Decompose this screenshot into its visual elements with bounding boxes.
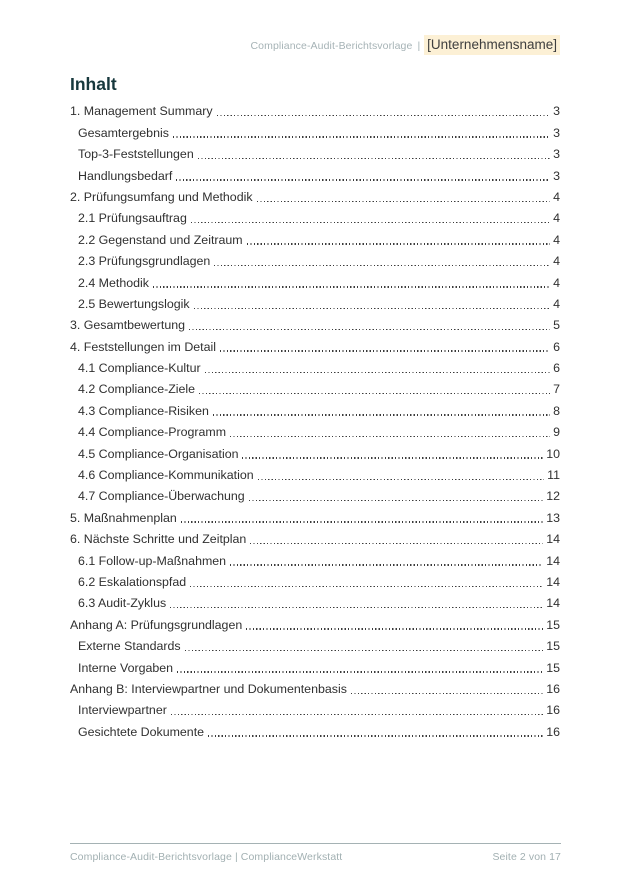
- toc-entry-title: Gesichtete Dokumente: [78, 724, 205, 739]
- toc-entry-page: 6: [553, 339, 560, 354]
- toc-leader-dots: [220, 350, 550, 351]
- toc-entry-title: Externe Standards: [78, 639, 181, 654]
- toc-list: [70, 100, 560, 742]
- toc-entry[interactable]: [70, 228, 560, 249]
- toc-entry[interactable]: [70, 357, 560, 378]
- toc-entry-title: 4.7 Compliance-Überwachung: [78, 489, 245, 504]
- footer-page-indicator: Seite 2 von 17: [492, 851, 561, 863]
- toc-entry-page: 3: [553, 125, 560, 140]
- toc-entry[interactable]: [70, 699, 560, 720]
- toc-entry-title: 6.3 Audit-Zyklus: [78, 596, 167, 611]
- toc-entry-page: 4: [553, 211, 560, 226]
- toc-entry-page: 4: [553, 232, 560, 247]
- toc-entry[interactable]: [70, 613, 560, 634]
- toc-entry-page: 3: [553, 147, 560, 162]
- toc-entry-page: 4: [553, 254, 560, 269]
- toc-entry-page: 15: [546, 639, 560, 654]
- toc-entry-page: 14: [546, 596, 560, 611]
- toc-leader-dots: [250, 543, 543, 544]
- toc-entry-title: 5. Maßnahmenplan: [70, 510, 177, 525]
- toc-entry[interactable]: [70, 464, 560, 485]
- toc-entry-page: 9: [553, 425, 560, 440]
- toc-entry-page: 14: [546, 553, 560, 568]
- toc-entry[interactable]: [70, 186, 560, 207]
- toc-entry-title: 2.1 Prüfungsauftrag: [78, 211, 187, 226]
- toc-entry-title: Handlungsbedarf: [78, 168, 173, 183]
- toc-entry[interactable]: [70, 164, 560, 185]
- toc-leader-dots: [217, 115, 551, 116]
- toc-entry-page: 14: [546, 532, 560, 547]
- toc-entry[interactable]: [70, 720, 560, 741]
- toc-entry[interactable]: [70, 678, 560, 699]
- toc-entry[interactable]: [70, 335, 560, 356]
- footer-left-text: Compliance-Audit-Berichtsvorlage | ComplianceWerkstatt: [70, 851, 343, 863]
- toc-leader-dots: [205, 372, 551, 373]
- toc-leader-dots: [242, 457, 543, 458]
- toc-entry-page: 3: [553, 168, 560, 183]
- toc-entry[interactable]: [70, 421, 560, 442]
- toc-entry-page: 16: [546, 703, 560, 718]
- header-separator: |: [417, 40, 421, 52]
- toc-leader-dots: [249, 500, 544, 501]
- toc-leader-dots: [177, 671, 543, 672]
- toc-entry-page: 5: [553, 318, 560, 333]
- toc-entry-page: 3: [553, 104, 560, 119]
- toc-leader-dots: [208, 735, 543, 736]
- toc-entry-title: 4.1 Compliance-Kultur: [78, 361, 201, 376]
- toc-entry[interactable]: [70, 378, 560, 399]
- toc-leader-dots: [351, 693, 543, 694]
- toc-entry-title: 2.5 Bewertungslogik: [78, 296, 190, 311]
- toc-entry[interactable]: [70, 100, 560, 121]
- toc-entry[interactable]: [70, 656, 560, 677]
- toc-leader-dots: [194, 308, 551, 309]
- toc-entry-page: 12: [546, 489, 560, 504]
- page-header: [251, 35, 561, 55]
- toc-entry-title: 3. Gesamtbewertung: [70, 318, 186, 333]
- toc-entry-title: Anhang A: Prüfungsgrundlagen: [70, 617, 243, 632]
- toc-entry[interactable]: [70, 250, 560, 271]
- toc-leader-dots: [213, 414, 550, 415]
- toc-entry[interactable]: [70, 314, 560, 335]
- toc-entry-page: 15: [546, 660, 560, 675]
- toc-entry-title: 4.3 Compliance-Risiken: [78, 403, 209, 418]
- toc-leader-dots: [190, 586, 543, 587]
- toc-entry-title: 4. Feststellungen im Detail: [70, 339, 217, 354]
- toc-entry-page: 7: [553, 382, 560, 397]
- toc-entry-title: 4.5 Compliance-Organisation: [78, 446, 239, 461]
- toc-entry-title: 2. Prüfungsumfang und Methodik: [70, 189, 253, 204]
- toc-heading: Inhalt: [70, 74, 117, 94]
- toc-entry-title: 6.2 Eskalationspfad: [78, 574, 187, 589]
- toc-entry-title: 1. Management Summary: [70, 104, 213, 119]
- toc-entry-page: 4: [553, 296, 560, 311]
- toc-entry[interactable]: [70, 549, 560, 570]
- toc-entry-title: 4.6 Compliance-Kommunikation: [78, 468, 254, 483]
- toc-leader-dots: [214, 265, 550, 266]
- company-name-placeholder[interactable]: [Unternehmensname]: [424, 35, 560, 55]
- toc-entry-page: 11: [547, 468, 560, 483]
- toc-entry[interactable]: [70, 293, 560, 314]
- toc-entry-page: 8: [553, 403, 560, 418]
- toc-leader-dots: [198, 158, 550, 159]
- page-footer: [70, 843, 561, 863]
- toc-entry-title: 6.1 Follow-up-Maßnahmen: [78, 553, 227, 568]
- toc-leader-dots: [199, 393, 550, 394]
- toc-entry-title: Interviewpartner: [78, 703, 167, 718]
- toc-entry[interactable]: [70, 635, 560, 656]
- toc-entry-title: 2.4 Methodik: [78, 275, 149, 290]
- toc-entry[interactable]: [70, 506, 560, 527]
- toc-entry[interactable]: [70, 399, 560, 420]
- toc-entry-page: 15: [546, 617, 560, 632]
- toc-entry[interactable]: [70, 207, 560, 228]
- toc-leader-dots: [258, 479, 545, 480]
- toc-entry-page: 4: [553, 189, 560, 204]
- toc-leader-dots: [173, 136, 550, 137]
- toc-entry-page: 16: [546, 681, 560, 696]
- toc-entry-page: 10: [546, 446, 560, 461]
- toc-leader-dots: [181, 521, 543, 522]
- toc-entry[interactable]: [70, 271, 560, 292]
- toc-leader-dots: [191, 222, 550, 223]
- toc-entry[interactable]: [70, 528, 560, 549]
- toc-leader-dots: [176, 179, 550, 180]
- toc-entry-title: Anhang B: Interviewpartner und Dokumentenbasis: [70, 681, 347, 696]
- toc-entry-page: 14: [546, 574, 560, 589]
- toc-entry[interactable]: [70, 442, 560, 463]
- toc-entry-page: 6: [553, 361, 560, 376]
- toc-entry-title: 2.2 Gegenstand und Zeitraum: [78, 232, 243, 247]
- toc-leader-dots: [153, 286, 550, 287]
- header-doc-title: Compliance-Audit-Berichtsvorlage: [250, 40, 413, 52]
- toc-entry[interactable]: [70, 592, 560, 613]
- toc-entry-title: Interne Vorgaben: [78, 660, 174, 675]
- toc-leader-dots: [189, 329, 550, 330]
- toc-entry[interactable]: [70, 121, 560, 142]
- toc-entry-title: 2.3 Prüfungsgrundlagen: [78, 254, 211, 269]
- toc-entry-title: Top-3-Feststellungen: [78, 147, 194, 162]
- toc-entry-title: Gesamtergebnis: [78, 125, 169, 140]
- toc-leader-dots: [247, 243, 550, 244]
- toc-entry[interactable]: [70, 485, 560, 506]
- toc-leader-dots: [246, 628, 543, 629]
- toc-leader-dots: [257, 201, 551, 202]
- toc-leader-dots: [171, 714, 543, 715]
- toc-entry-title: 4.4 Compliance-Programm: [78, 425, 227, 440]
- toc-entry-page: 16: [546, 724, 560, 739]
- toc-entry-page: 13: [546, 510, 560, 525]
- toc-entry-title: 6. Nächste Schritte und Zeitplan: [70, 532, 247, 547]
- toc-leader-dots: [230, 436, 550, 437]
- toc-entry-page: 4: [553, 275, 560, 290]
- toc-leader-dots: [230, 564, 543, 565]
- toc-leader-dots: [185, 650, 544, 651]
- toc-entry[interactable]: [70, 143, 560, 164]
- toc-entry[interactable]: [70, 571, 560, 592]
- toc-leader-dots: [170, 607, 543, 608]
- page-content: [70, 74, 560, 742]
- toc-entry-title: 4.2 Compliance-Ziele: [78, 382, 196, 397]
